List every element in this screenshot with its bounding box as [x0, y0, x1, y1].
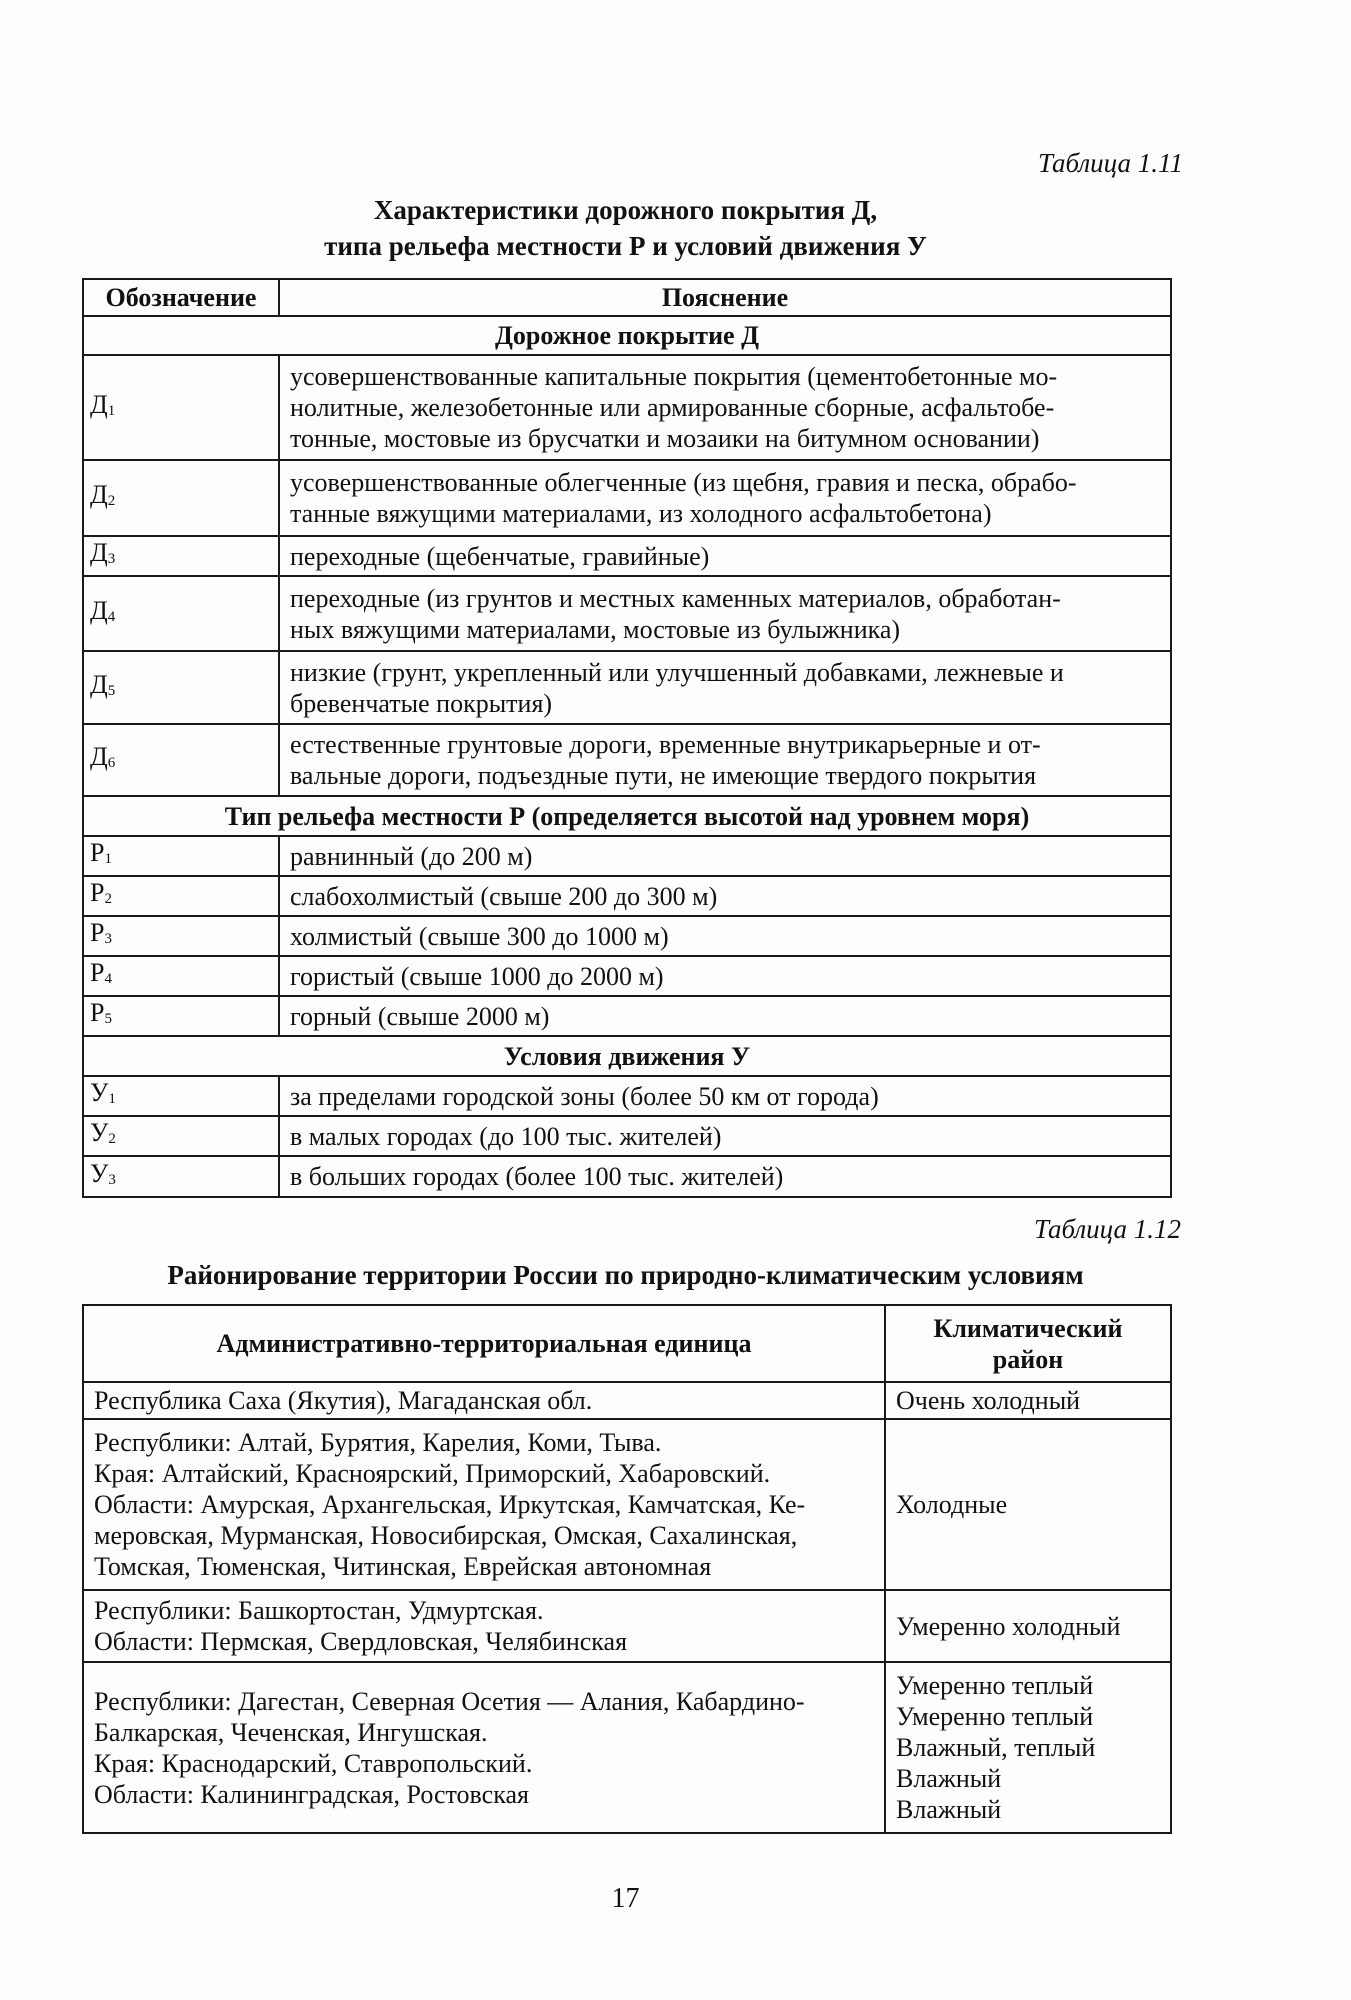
table-row — [83, 836, 1171, 876]
admin-unit-cell: Республики: Башкортостан, Удмуртская. Области: Пермская, Свердловская, Челябинская — [83, 1590, 885, 1662]
road-characteristics-table — [82, 278, 1172, 1198]
explanation-cell: усовершенствованные облегченные (из щебня, гравия и песка, обрабо- танные вяжущими материалами, из холодного асфальтобетона) — [279, 460, 1171, 536]
designation-cell: $Д_5$ — [83, 651, 279, 724]
table-row — [83, 724, 1171, 796]
designation-cell: $Р_1$ — [83, 836, 279, 876]
table-row — [83, 1590, 1171, 1662]
table-row — [83, 996, 1171, 1036]
header-row — [83, 1305, 1171, 1382]
table-1-12-title: Районирование территории России по природно-климатическим условиям — [167, 1260, 1084, 1290]
explanation-cell: усовершенствованные капитальные покрытия (цементобетонные мо- нолитные, железобетонные или армированные сборные, асфальтобе- тонные, мостовые из брусчатки и мозаики на битумном основании) — [279, 355, 1171, 460]
explanation-cell: холмистый (свыше 300 до 1000 м) — [279, 916, 1171, 956]
header-row — [83, 279, 1171, 316]
explanation-cell: гористый (свыше 1000 до 2000 м) — [279, 956, 1171, 996]
table-1-12-caption: Таблица 1.12 — [1033, 1214, 1181, 1244]
table-row — [83, 460, 1171, 536]
explanation-cell: в больших городах (более 100 тыс. жителей) — [279, 1156, 1171, 1197]
explanation-cell: в малых городах (до 100 тыс. жителей) — [279, 1116, 1171, 1156]
table-row — [83, 876, 1171, 916]
header-explanation: Пояснение — [279, 279, 1171, 316]
explanation-cell: за пределами городской зоны (более 50 км от города) — [279, 1076, 1171, 1116]
table-row — [83, 1419, 1171, 1590]
designation-cell: $Д_6$ — [83, 724, 279, 796]
table-row — [83, 916, 1171, 956]
table-row — [83, 651, 1171, 724]
explanation-cell: слабохолмистый (свыше 200 до 300 м) — [279, 876, 1171, 916]
designation-cell: $Р_5$ — [83, 996, 279, 1036]
section-row — [83, 796, 1171, 836]
admin-unit-cell: Республики: Алтай, Бурятия, Карелия, Коми, Тыва. Края: Алтайский, Красноярский, Приморский, Хабаровский. Области: Амурская, Архангельская, Иркутская, Камчатская, Ке- меровская, Мурманская, Новосибирская, Омская, Сахалинская, Томская, Тюменская, Читинская, Еврейская автономная — [83, 1419, 885, 1590]
header-designation: Обозначение — [83, 279, 279, 316]
table-row — [83, 1156, 1171, 1197]
explanation-cell: переходные (щебенчатые, гравийные) — [279, 536, 1171, 576]
section-row — [83, 316, 1171, 355]
table-row — [83, 1116, 1171, 1156]
designation-cell: $Д_2$ — [83, 460, 279, 536]
climate-cell: Умеренно теплый Умеренно теплый Влажный, теплый Влажный Влажный — [885, 1662, 1171, 1833]
admin-unit-cell: Республика Саха (Якутия), Магаданская обл. — [83, 1382, 885, 1419]
table-1-11-caption: Таблица 1.11 — [1037, 148, 1183, 178]
page-number: 17 — [611, 1883, 640, 1914]
designation-cell: $Р_4$ — [83, 956, 279, 996]
section-title-traffic-conditions: Условия движения У — [83, 1036, 1171, 1076]
table-row — [83, 1076, 1171, 1116]
section-title-terrain: Тип рельефа местности Р (определяется высотой над уровнем моря) — [83, 796, 1171, 836]
header-climate-zone: Климатический район — [885, 1305, 1171, 1382]
table-row — [83, 576, 1171, 651]
climate-cell: Холодные — [885, 1419, 1171, 1590]
climate-zoning-table — [82, 1304, 1172, 1834]
title-line-1: Характеристики дорожного покрытия Д, — [373, 195, 878, 225]
explanation-cell: горный (свыше 2000 м) — [279, 996, 1171, 1036]
explanation-cell: равнинный (до 200 м) — [279, 836, 1171, 876]
table-row — [83, 956, 1171, 996]
explanation-cell: естественные грунтовые дороги, временные внутрикарьерные и от- вальные дороги, подъездные пути, не имеющие твердого покрытия — [279, 724, 1171, 796]
climate-cell: Очень холодный — [885, 1382, 1171, 1419]
designation-cell: $Д_3$ — [83, 536, 279, 576]
designation-cell: $Д_4$ — [83, 576, 279, 651]
title-line-2: типа рельефа местности Р и условий движения У — [324, 231, 927, 261]
designation-cell: $Р_3$ — [83, 916, 279, 956]
admin-unit-cell: Республики: Дагестан, Северная Осетия — Алания, Кабардино- Балкарская, Чеченская, Ингушская. Края: Краснодарский, Ставропольский. Области: Калининградская, Ростовская — [83, 1662, 885, 1833]
climate-cell: Умеренно холодный — [885, 1590, 1171, 1662]
explanation-cell: низкие (грунт, укрепленный или улучшенный добавками, лежневые и бревенчатые покрытия) — [279, 651, 1171, 724]
table-row — [83, 355, 1171, 460]
section-row — [83, 1036, 1171, 1076]
header-admin-unit: Административно-территориальная единица — [83, 1305, 885, 1382]
table-1-11-title — [82, 192, 1169, 264]
designation-cell: $У_2$ — [83, 1116, 279, 1156]
designation-cell: $Р_2$ — [83, 876, 279, 916]
designation-cell: $У_1$ — [83, 1076, 279, 1116]
table-row — [83, 1382, 1171, 1419]
table-row — [83, 536, 1171, 576]
table-row — [83, 1662, 1171, 1833]
designation-cell: $Д_1$ — [83, 355, 279, 460]
section-title-road-surface: Дорожное покрытие Д — [83, 316, 1171, 355]
explanation-cell: переходные (из грунтов и местных каменных материалов, обработан- ных вяжущими материалами, мостовые из булыжника) — [279, 576, 1171, 651]
designation-cell: $У_3$ — [83, 1156, 279, 1197]
